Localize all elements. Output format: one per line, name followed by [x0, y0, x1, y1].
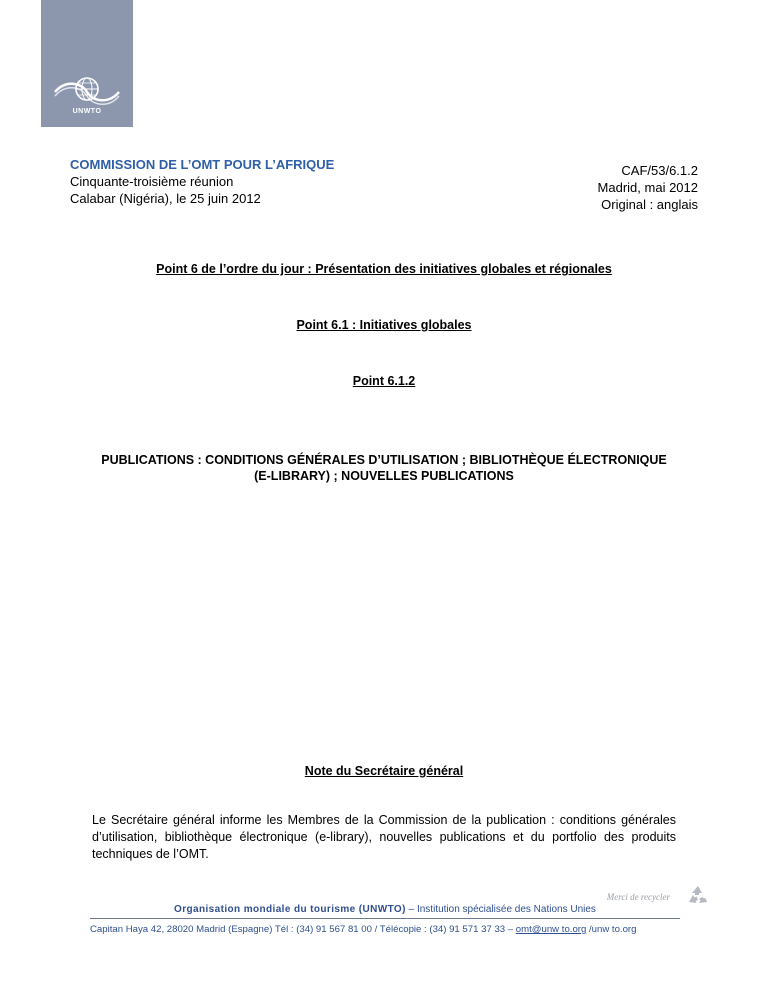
place-date-line: Calabar (Nigéria), le 25 juin 2012 [70, 191, 261, 206]
header-left [70, 156, 334, 207]
agenda-subsubitem: Point 6.1.2 [352, 374, 416, 388]
address-text: Capitan Haya 42, 28020 Madrid (Espagne) Tél : (34) 91 567 81 00 / Télécopie : (34) 91 571 37 33 – [90, 924, 516, 935]
organization-name: Organisation mondiale du tourisme (UNWTO) [174, 904, 406, 915]
unwto-logo [41, 0, 133, 127]
footer-organization [90, 904, 680, 915]
publication-title-line2: (E-LIBRARY) ; NOUVELLES PUBLICATIONS [254, 469, 514, 483]
note-body: Le Secrétaire général informe les Membres de la Commission de la publication : conditions générales d’utilisation, bibliothèque électronique (e-library), nouvelles publications et du portfolio des produits techniques de l’OMT. [92, 813, 676, 861]
logo-text: UNWTO [72, 108, 102, 115]
agenda-subitem: Point 6.1 : Initiatives globales [296, 318, 472, 332]
website-text: /unw to.org [586, 924, 637, 935]
issue-date: Madrid, mai 2012 [597, 180, 698, 195]
footer-address [90, 924, 690, 935]
publication-title [70, 452, 698, 484]
recycle-note: Merci de recycler [606, 892, 670, 902]
note-title: Note du Secrétaire général [304, 764, 464, 778]
original-language: Original : anglais [601, 197, 698, 212]
document-reference: CAF/53/6.1.2 [621, 163, 698, 178]
agenda-item: Point 6 de l’ordre du jour : Présentation des initiatives globales et régionales [156, 262, 612, 276]
organization-description: – Institution spécialisée des Nations Unies [405, 904, 596, 915]
header-right [598, 162, 698, 213]
globe-logo-icon [51, 72, 123, 110]
recycle-icon [686, 884, 710, 908]
commission-title: COMMISSION DE L’OMT POUR L’AFRIQUE [70, 157, 335, 172]
publication-title-line1: PUBLICATIONS : CONDITIONS GÉNÉRALES D’UTILISATION ; BIBLIOTHÈQUE ÉLECTRONIQUE [101, 453, 667, 467]
email-link[interactable]: omt@unw to.org [515, 924, 587, 935]
footer-divider [90, 918, 680, 919]
session-line: Cinquante-troisième réunion [70, 174, 234, 189]
